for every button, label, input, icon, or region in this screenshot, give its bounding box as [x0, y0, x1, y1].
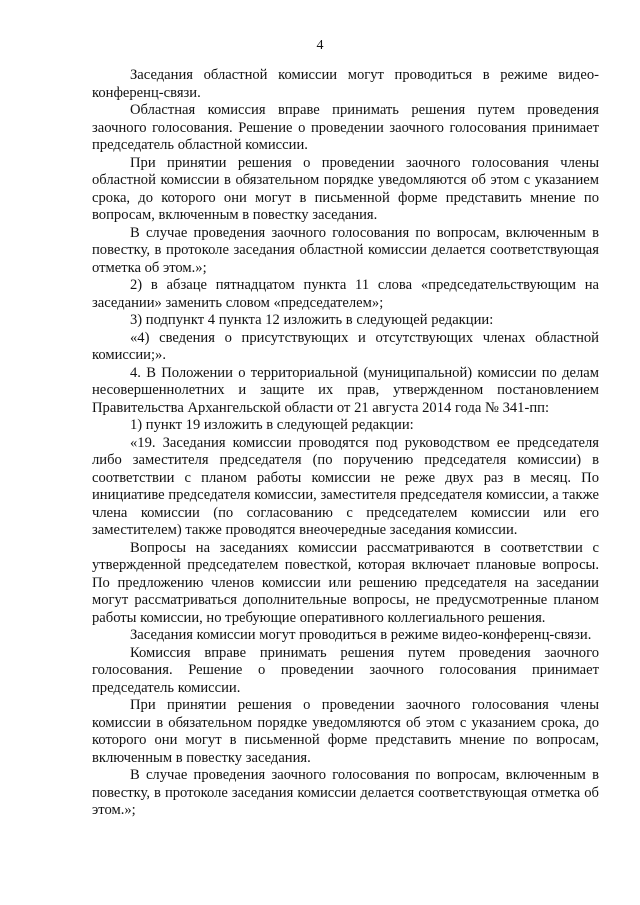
- paragraph: 1) пункт 19 изложить в следующей редакции:: [130, 417, 414, 433]
- paragraph: Комиссия вправе принимать решения путем проведения заочного голосования. Решение о проведении заочного голосования принимает председатель комиссии.: [92, 644, 599, 696]
- paragraph: 2) в абзаце пятнадцатом пункта 11 слова «председательствующим на заседании» заменить словом «председателем»;: [92, 277, 599, 311]
- paragraph: «4) сведения о присутствующих и отсутствующих членах областной комиссии;».: [92, 329, 599, 363]
- document-body: [92, 67, 599, 820]
- paragraph: При принятии решения о проведении заочного голосования члены областной комиссии в обязательном порядке уведомляются об этом с указанием срока, до которого они могут в письменной форме представить мнение по вопросам, включенным в повестку заседания.: [92, 154, 599, 223]
- paragraph: 4. В Положении о территориальной (муниципальной) комиссии по делам несовершеннолетних и защите их прав, утвержденном постановлением Правительства Архангельской области от 21 августа 2014 года № 341-пп:: [92, 364, 599, 416]
- paragraph: В случае проведения заочного голосования по вопросам, включенным в повестку, в протоколе заседания комиссии делается соответствующая отметка об этом.»;: [92, 767, 599, 818]
- paragraph: Заседания областной комиссии могут проводиться в режиме видео-конференц-связи.: [92, 67, 599, 101]
- paragraph: Вопросы на заседаниях комиссии рассматриваются в соответствии с утвержденной председателем повесткой, которая включает плановые вопросы. По предложению членов комиссии или решению председателя на заседании могут рассматриваться дополнительные вопросы, не предусмотренные планом работы комиссии, но требующие оперативного коллегиального решения.: [92, 539, 599, 626]
- paragraph: При принятии решения о проведении заочного голосования члены комиссии в обязательном порядке уведомляются об этом с указанием срока, до которого они могут в письменной форме представить мнение по вопросам, включенным в повестку заседания.: [92, 697, 599, 766]
- paragraph: Областная комиссия вправе принимать решения путем проведения заочного голосования. Решение о проведении заочного голосования принимает председатель областной комиссии.: [92, 102, 599, 153]
- page-number: 4: [316, 38, 324, 53]
- paragraph: В случае проведения заочного голосования по вопросам, включенным в повестку, в протоколе заседания областной комиссии делается соответствующая отметка об этом.»;: [92, 224, 599, 276]
- paragraph: 3) подпункт 4 пункта 12 изложить в следующей редакции:: [130, 312, 494, 328]
- paragraph: Заседания комиссии могут проводиться в режиме видео-конференц-связи.: [130, 627, 592, 643]
- paragraph: «19. Заседания комиссии проводятся под руководством ее председателя либо заместителя председателя (по поручению председателя комиссии) в соответствии с планом работы комиссии не реже двух раз в месяц. По инициативе председателя комиссии, заместителя председателя комиссии, а также члена комиссии (по согласованию с председателем комиссии или его заместителем) также проводятся внеочередные заседания комиссии.: [92, 434, 599, 538]
